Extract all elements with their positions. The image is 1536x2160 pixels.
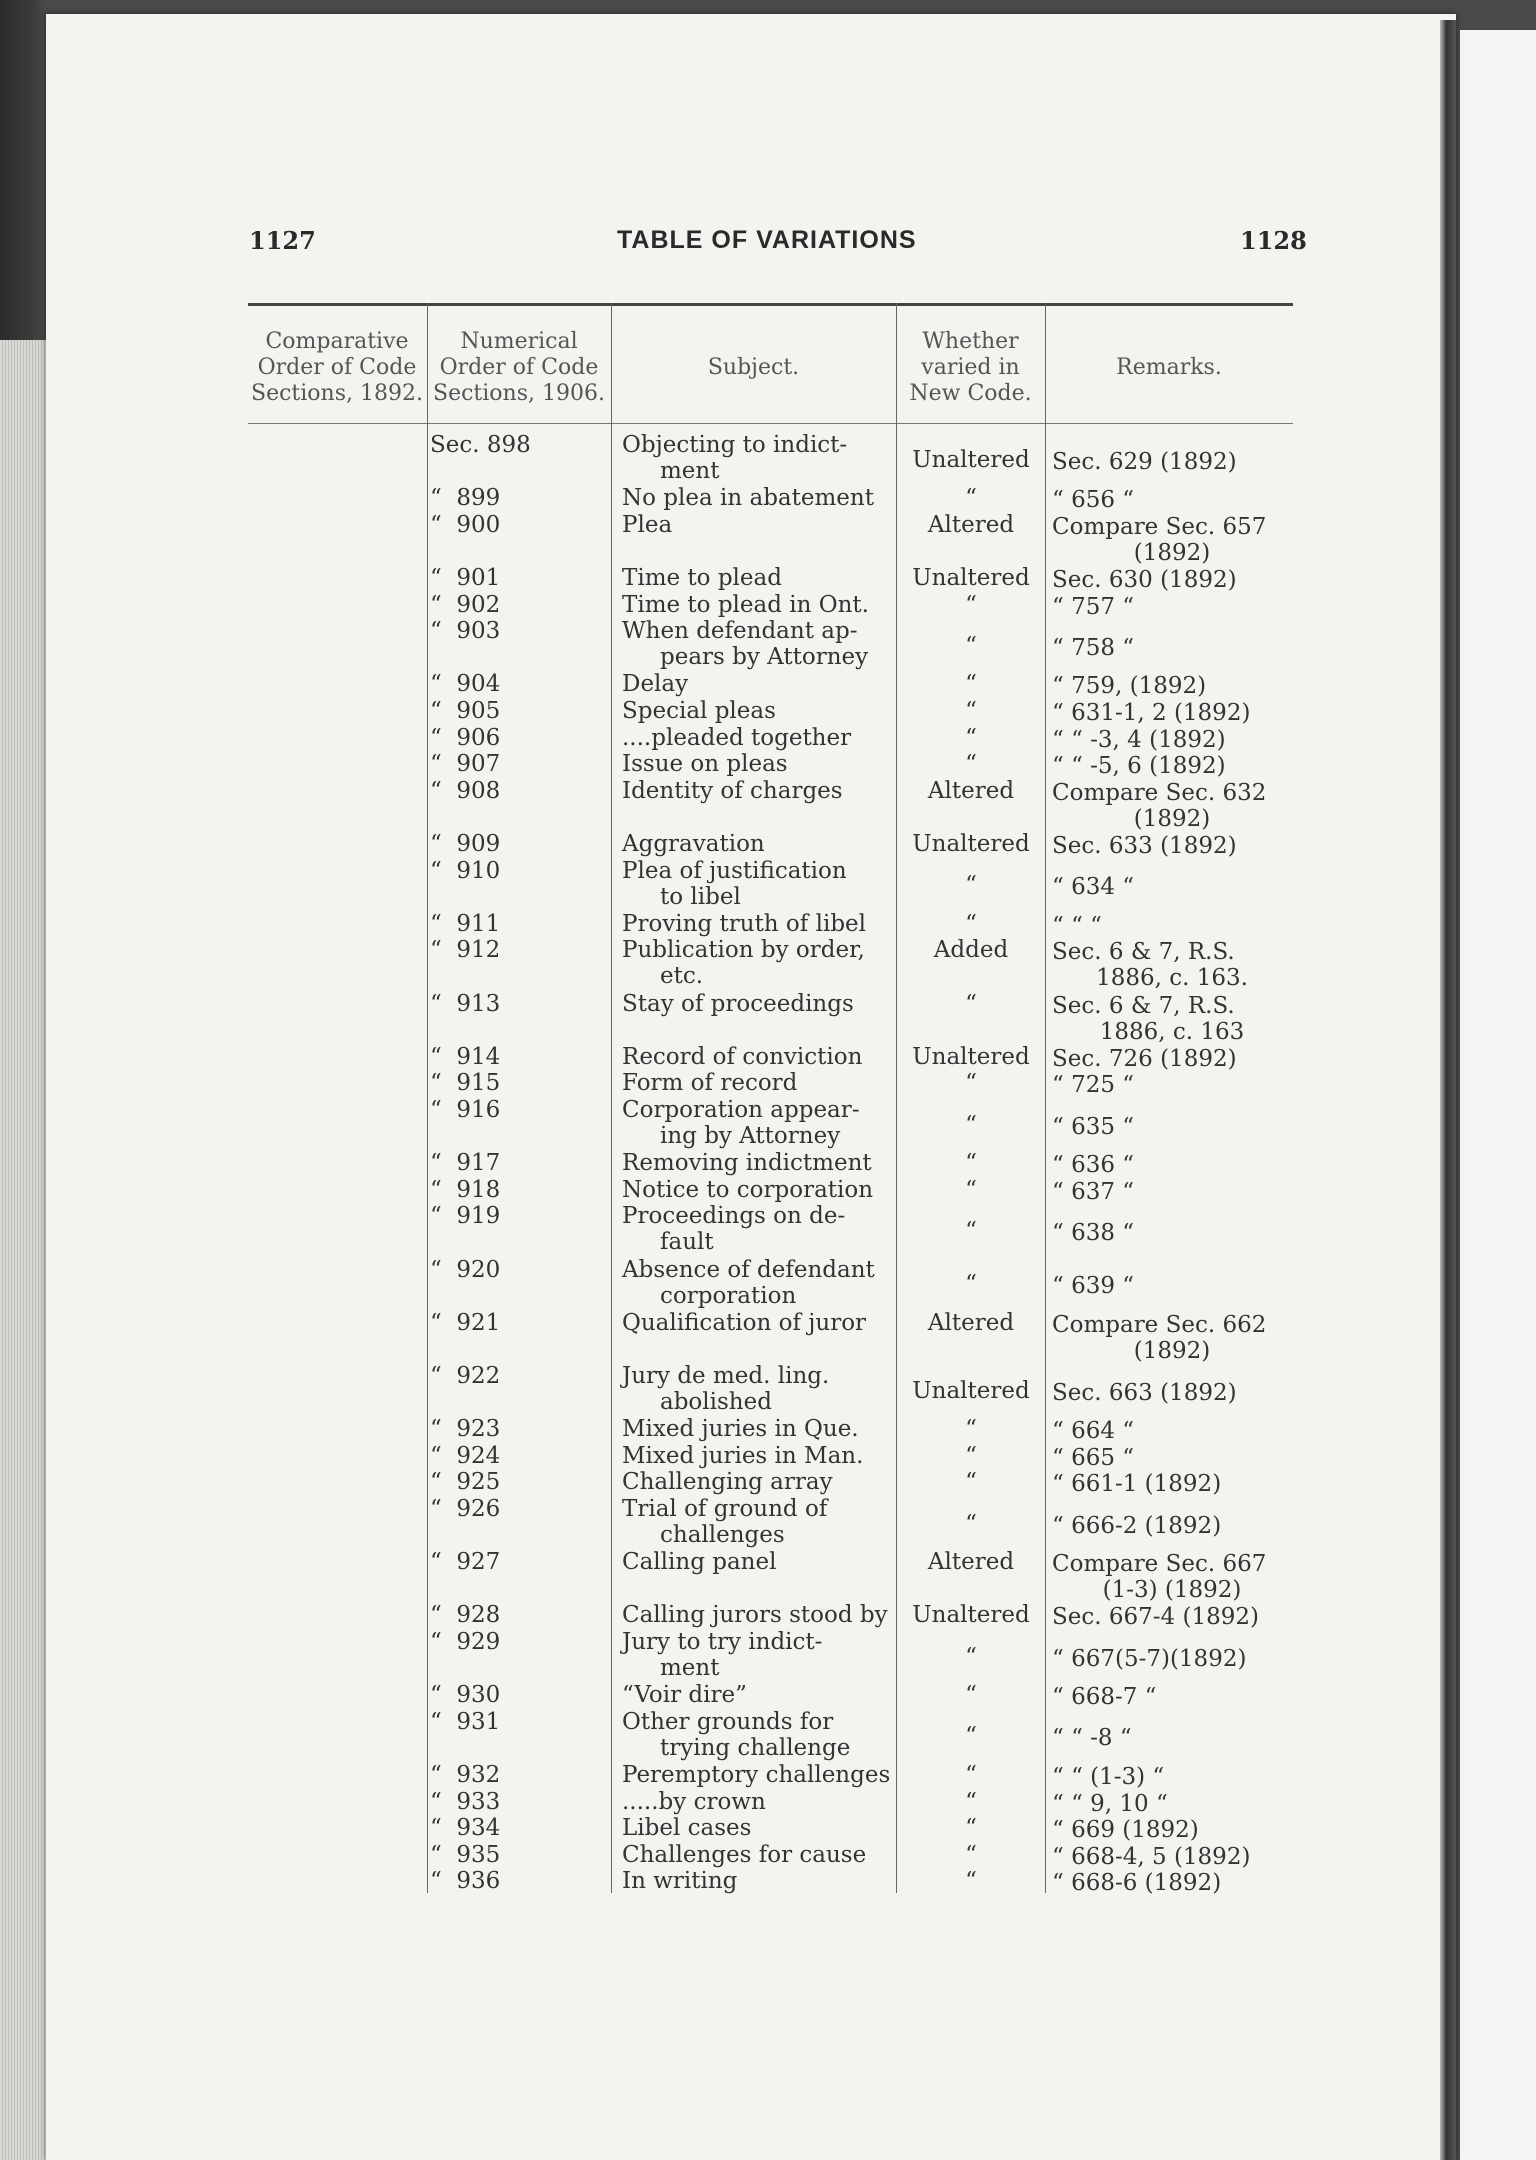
remarks: Sec. 6 & 7, R.S. 1886, c. 163 (1052, 992, 1245, 1045)
variation-status: “ (965, 1416, 977, 1443)
remarks: Compare Sec. 667 (1-3) (1892) (1052, 1551, 1267, 1604)
subject: Challenges for cause (622, 1841, 867, 1868)
remarks: “ “ -3, 4 (1892) (1052, 726, 1226, 753)
remarks: Compare Sec. 657 (1892) (1052, 513, 1267, 566)
variation-status: Unaltered (912, 1602, 1030, 1629)
remarks: Sec. 633 (1892) (1052, 833, 1237, 859)
remarks: “ “ -8 “ (1052, 1725, 1132, 1752)
variation-status: “ (965, 591, 977, 618)
section-number: “ 906 (430, 724, 501, 751)
section-number: “ 899 (430, 485, 501, 512)
variation-status: Altered (927, 511, 1015, 538)
variation-status: “ (965, 1841, 977, 1868)
variation-status: Unaltered (912, 446, 1030, 473)
subject: Proving truth of libel (622, 910, 867, 937)
remarks: “ 664 “ (1052, 1418, 1135, 1445)
variation-status: “ (965, 485, 977, 512)
subject: Objecting to indict- ment (622, 432, 848, 484)
section-number: “ 929 (430, 1629, 501, 1655)
remarks: Compare Sec. 632 (1892) (1052, 779, 1267, 832)
subject: Peremptory challenges (622, 1762, 891, 1788)
variation-status: Unaltered (912, 1377, 1030, 1404)
section-number: “ 923 (430, 1416, 501, 1443)
remarks: “ 631-1, 2 (1892) (1052, 700, 1251, 726)
subject: In writing (622, 1868, 738, 1895)
remarks: Sec. 663 (1892) (1052, 1379, 1237, 1406)
variation-status: Added (933, 937, 1009, 964)
subject: Mixed juries in Que. (622, 1416, 859, 1443)
variation-status: “ (965, 671, 977, 698)
subject: Jury to try indict- ment (622, 1629, 823, 1681)
section-number: “ 909 (430, 831, 501, 857)
remarks: “ 758 “ (1052, 634, 1135, 661)
subject: Time to plead (622, 565, 782, 591)
remarks: “ 759, (1892) (1052, 673, 1207, 700)
remarks: “ 666-2 (1892) (1052, 1512, 1222, 1539)
page-number-left: 1127 (249, 226, 316, 255)
section-number: “ 917 (430, 1150, 501, 1177)
variation-status: “ (965, 1218, 977, 1245)
subject: Plea (622, 511, 673, 538)
variation-status: “ (965, 1271, 977, 1298)
variation-status: Altered (927, 777, 1015, 804)
variation-status: Altered (927, 1309, 1015, 1336)
subject: No plea in abatement (622, 485, 874, 512)
subject: Trial of ground of challenges (622, 1496, 828, 1548)
section-number: “ 911 (430, 910, 501, 937)
remarks: “ 667(5-7)(1892) (1052, 1645, 1247, 1672)
section-number: “ 918 (430, 1176, 501, 1203)
variation-status: “ (965, 1723, 977, 1750)
section-number: “ 915 (430, 1070, 501, 1097)
column-divider (427, 303, 428, 1893)
subject: Form of record (622, 1070, 798, 1097)
remarks: “ “ (1-3) “ (1052, 1764, 1165, 1790)
subject: Record of conviction (622, 1043, 863, 1070)
subject: Publication by order, etc. (622, 937, 865, 990)
remarks: Sec. 630 (1892) (1052, 567, 1237, 593)
column-divider (611, 303, 612, 1893)
section-number: “ 922 (430, 1363, 501, 1389)
section-number: “ 902 (430, 591, 501, 618)
section-number: “ 916 (430, 1097, 501, 1123)
col-header-remarks: Remarks. (1116, 355, 1222, 380)
subject: Time to plead in Ont. (622, 591, 869, 618)
section-number: “ 904 (430, 671, 501, 698)
section-number: “ 935 (430, 1841, 501, 1868)
subject: “Voir dire” (622, 1682, 747, 1709)
variation-status: “ (965, 1150, 977, 1177)
remarks: “ 669 (1892) (1052, 1817, 1199, 1844)
section-number: “ 905 (430, 698, 501, 724)
subject: Challenging array (622, 1469, 833, 1496)
subject: Calling panel (622, 1549, 777, 1576)
section-number: “ 921 (430, 1309, 501, 1336)
remarks: “ 668-7 “ (1052, 1684, 1157, 1711)
remarks: “ 636 “ (1052, 1152, 1135, 1179)
variation-status: “ (965, 1070, 977, 1097)
variation-status: “ (965, 1788, 977, 1815)
variation-status: “ (965, 1868, 977, 1895)
section-number: “ 912 (430, 937, 501, 964)
subject: ....pleaded together (622, 724, 852, 751)
section-number: “ 928 (430, 1602, 501, 1629)
page-edges (0, 340, 46, 2160)
section-number: “ 919 (430, 1203, 501, 1230)
section-number: “ 926 (430, 1496, 501, 1522)
section-number: “ 927 (430, 1549, 501, 1576)
subject: Corporation appear- ing by Attorney (622, 1097, 860, 1149)
table-top-rule (248, 303, 1293, 306)
section-number: “ 924 (430, 1442, 501, 1469)
section-number: “ 931 (430, 1708, 501, 1735)
subject: Jury de med. ling. abolished (622, 1363, 830, 1415)
book-gutter (1440, 20, 1456, 2160)
subject: Delay (622, 671, 689, 698)
variation-status: Unaltered (912, 831, 1030, 857)
subject: Plea of justification to libel (622, 857, 847, 910)
remarks: Sec. 6 & 7, R.S. 1886, c. 163. (1052, 939, 1248, 992)
remarks: “ 656 “ (1052, 487, 1135, 514)
section-number: “ 900 (430, 511, 501, 538)
variation-status: “ (965, 1111, 977, 1138)
subject: Calling jurors stood by (622, 1602, 888, 1629)
section-number: “ 903 (430, 618, 501, 645)
column-divider (1045, 303, 1046, 1893)
col-header-comparative: Comparative Order of Code Sections, 1892. (251, 329, 423, 406)
section-number: “ 932 (430, 1762, 501, 1788)
variation-status: “ (965, 1682, 977, 1709)
col-header-subject: Subject. (707, 355, 800, 380)
subject: Identity of charges (622, 777, 843, 804)
subject: Other grounds for trying challenge (622, 1708, 851, 1761)
variation-status: “ (965, 990, 977, 1017)
subject: Special pleas (622, 698, 776, 724)
variation-status: “ (965, 751, 977, 778)
remarks: Sec. 726 (1892) (1052, 1045, 1237, 1072)
col-header-varied: Whether varied in New Code. (909, 329, 1032, 406)
section-number: “ 901 (430, 565, 501, 591)
section-number: “ 913 (430, 990, 501, 1017)
remarks: “ 725 “ (1052, 1072, 1135, 1099)
section-number: “ 925 (430, 1469, 501, 1496)
col-header-numerical: Numerical Order of Code Sections, 1906. (433, 329, 605, 406)
subject: When defendant ap- pears by Attorney (622, 618, 869, 671)
remarks: Sec. 629 (1892) (1052, 448, 1237, 475)
variation-status: Unaltered (912, 1043, 1030, 1070)
variation-status: “ (965, 1442, 977, 1469)
remarks: “ 661-1 (1892) (1052, 1471, 1222, 1498)
variation-status: “ (965, 632, 977, 659)
section-number: “ 907 (430, 751, 501, 778)
subject: Mixed juries in Man. (622, 1442, 864, 1469)
subject: Proceedings on de- fault (622, 1203, 846, 1256)
remarks: “ 665 “ (1052, 1444, 1135, 1471)
section-number: “ 914 (430, 1043, 501, 1070)
variation-status: “ (965, 698, 977, 724)
remarks: “ 638 “ (1052, 1220, 1135, 1247)
variation-status: Altered (927, 1549, 1015, 1576)
remarks: “ 637 “ (1052, 1178, 1135, 1205)
section-number: “ 933 (430, 1788, 501, 1815)
subject: Absence of defendant corporation (622, 1256, 875, 1309)
subject: Removing indictment (622, 1150, 872, 1177)
section-number: “ 934 (430, 1815, 501, 1842)
section-number: Sec. 898 (430, 432, 531, 458)
remarks: “ 668-4, 5 (1892) (1052, 1843, 1251, 1870)
remarks: “ 634 “ (1052, 874, 1135, 901)
variation-status: “ (965, 724, 977, 751)
variation-status: “ (965, 1176, 977, 1203)
section-number: “ 936 (430, 1868, 501, 1895)
remarks: “ “ 9, 10 “ (1052, 1790, 1168, 1817)
page-title: TABLE OF VARIATIONS (617, 226, 917, 254)
variation-status: Unaltered (912, 565, 1030, 591)
variation-status: “ (965, 872, 977, 899)
facing-page (1460, 30, 1536, 2160)
remarks: “ 635 “ (1052, 1113, 1135, 1140)
remarks: “ 757 “ (1052, 593, 1135, 620)
subject: Libel cases (622, 1815, 752, 1842)
section-number: “ 908 (430, 777, 501, 804)
remarks: “ 639 “ (1052, 1273, 1135, 1300)
subject: .....by crown (622, 1788, 766, 1815)
remarks: “ “ “ (1052, 912, 1102, 939)
subject: Qualification of juror (622, 1309, 867, 1336)
subject: Notice to corporation (622, 1176, 874, 1203)
remarks: “ “ -5, 6 (1892) (1052, 753, 1226, 780)
remarks: Compare Sec. 662 (1892) (1052, 1311, 1267, 1364)
variation-status: “ (965, 1469, 977, 1496)
subject: Stay of proceedings (622, 990, 854, 1017)
remarks: “ 668-6 (1892) (1052, 1870, 1222, 1897)
section-number: “ 920 (430, 1256, 501, 1283)
subject: Aggravation (622, 831, 765, 857)
variation-status: “ (965, 1815, 977, 1842)
column-divider (896, 303, 897, 1893)
variation-status: “ (965, 1762, 977, 1788)
variation-status: “ (965, 910, 977, 937)
variation-status: “ (965, 1510, 977, 1537)
remarks: Sec. 667-4 (1892) (1052, 1604, 1259, 1631)
variation-status: “ (965, 1643, 977, 1670)
page-number-right: 1128 (1240, 226, 1307, 255)
subject: Issue on pleas (622, 751, 788, 778)
section-number: “ 930 (430, 1682, 501, 1709)
table-header-rule (248, 423, 1293, 424)
section-number: “ 910 (430, 857, 501, 884)
